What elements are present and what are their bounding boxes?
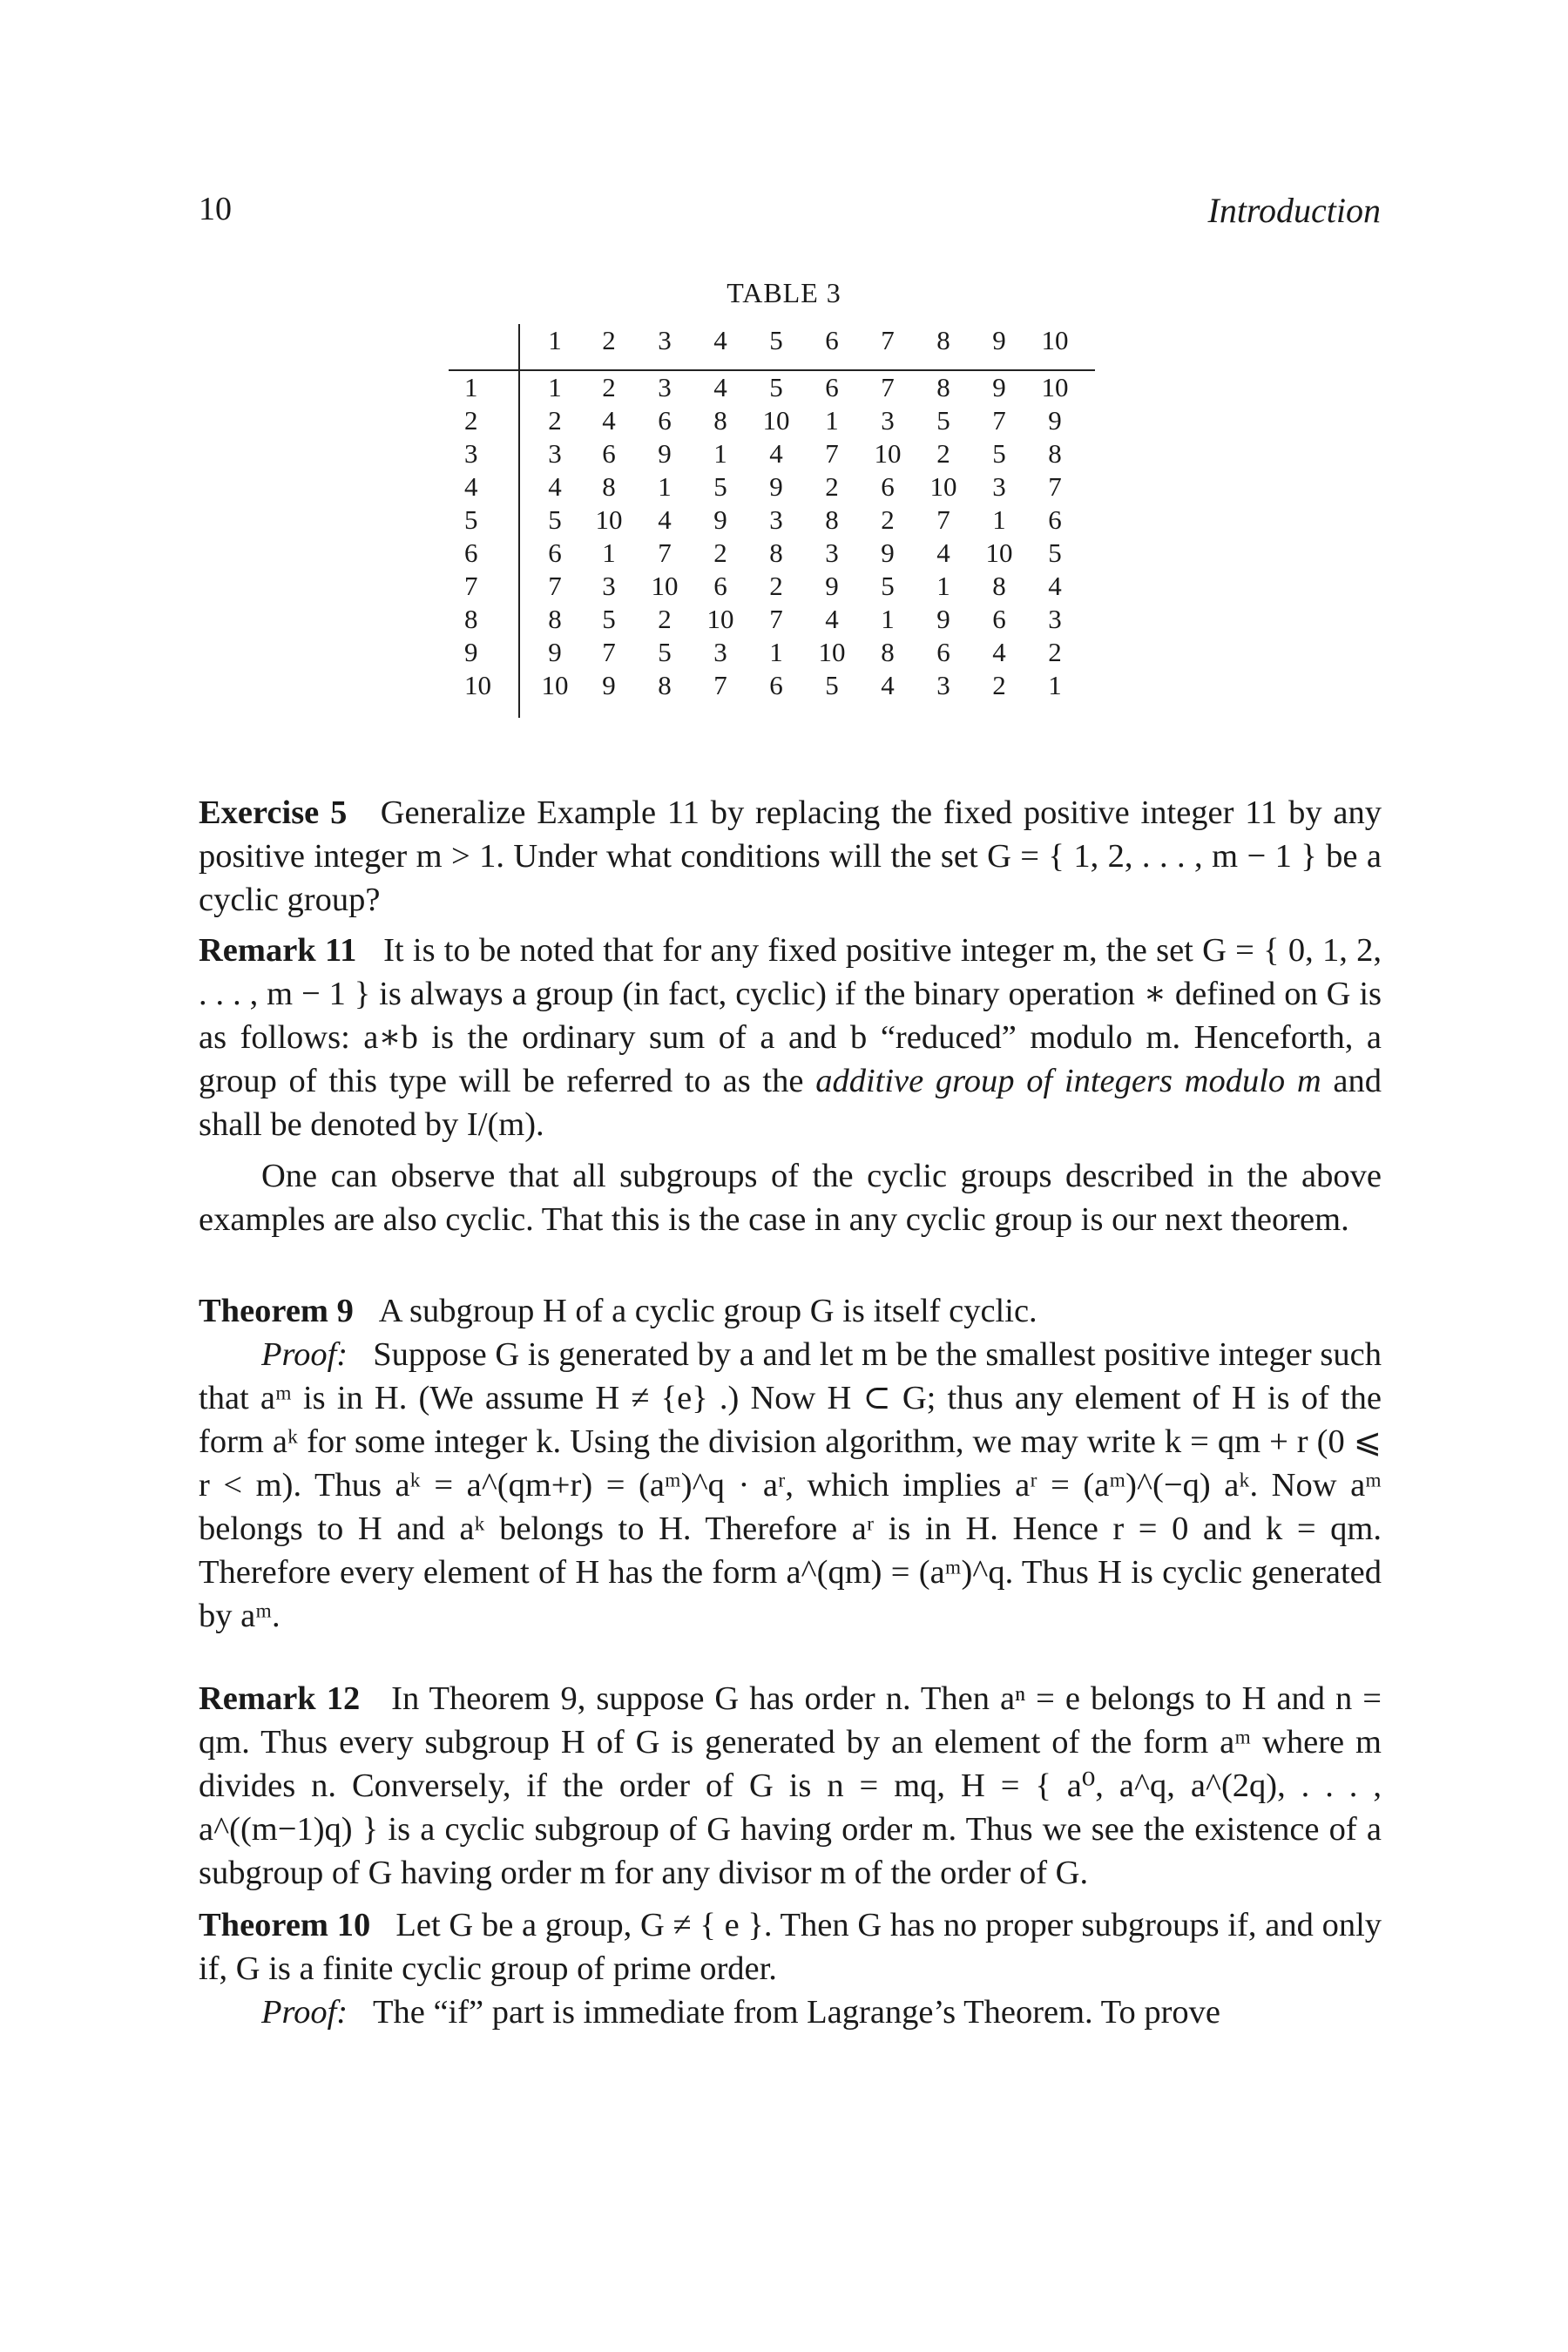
- table-cell: 9: [769, 471, 783, 502]
- table-cell: 3: [1048, 604, 1062, 634]
- table-cell: 1: [936, 571, 950, 601]
- exercise-5-text: Generalize Example 11 by replacing the fixed positive integer 11 by any positive integer m > 1. Under what conditions will the set G = { 1, 2, . . . , m − 1 } be a cyclic group?: [199, 794, 1382, 918]
- remark-11-emphasis: additive group of integers modulo m: [815, 1063, 1321, 1099]
- table-cell: 5: [713, 471, 727, 502]
- table-cell: 7: [658, 537, 672, 568]
- table-cell: 3: [992, 471, 1006, 502]
- remark-11-text-a: It is to be noted that for any fixed positive integer m, the set G = { 0, 1, 2, . . . , m − 1 } is always a group (in fact, cyclic) if the binary operation ∗ defined on G is as follows: a∗b is the ordinary sum of a and b “reduced” modulo m. Henceforth, a group of this type will be referred to as the: [199, 932, 1382, 1099]
- table-row: [449, 437, 1095, 470]
- table-cell: 4: [881, 670, 895, 700]
- table-cell: 9: [1048, 405, 1062, 436]
- table-cell: 3: [658, 372, 672, 402]
- table-cell: 2: [825, 471, 839, 502]
- table-cell: 4: [769, 438, 783, 469]
- table-row-header: 6: [464, 537, 478, 568]
- table-row-header: 2: [464, 405, 478, 436]
- table-cell: 3: [602, 571, 616, 601]
- table-cell: 5: [769, 372, 783, 402]
- table-cell: 10: [541, 670, 569, 700]
- table-cell: 3: [548, 438, 562, 469]
- table-cell: 6: [602, 438, 616, 469]
- theorem-9-proof: Suppose G is generated by a and let m be the smallest positive integer such that aᵐ is in H. (We assume H ≠ {e} .) Now H ⊂ G; thus any element of H is of the form aᵏ for some integer k. Using the division algorithm, we may write k = qm + r (0 ⩽ r < m). Thus aᵏ = a^(qm+r) = (aᵐ)^q · aʳ, which implies aʳ = (aᵐ)^(−q) aᵏ. Now aᵐ belongs to H and aᵏ belongs to H. Therefore aʳ is in H. Hence r = 0 and k = qm. Therefore every element of H has the form a^(qm) = (aᵐ)^q. Thus H is cyclic generated by aᵐ.: [199, 1336, 1382, 1634]
- table-cell: 1: [602, 537, 616, 568]
- table-row-header: 10: [464, 670, 491, 700]
- running-head: Introduction: [1207, 191, 1381, 230]
- table-cell: 5: [548, 504, 562, 535]
- theorem-10-proof: The “if” part is immediate from Lagrange’s Theorem. To prove: [372, 1994, 1220, 2031]
- table-cell: 3: [713, 637, 727, 667]
- table-row: [449, 470, 1095, 504]
- table-cell: 7: [548, 571, 562, 601]
- table-cell: 4: [658, 504, 672, 535]
- table-cell: 6: [658, 405, 672, 436]
- table-row: [449, 570, 1095, 603]
- table-cell: 4: [602, 405, 616, 436]
- table-cell: 1: [769, 637, 783, 667]
- exercise-5: [199, 791, 1382, 922]
- table-cell: 2: [602, 372, 616, 402]
- table-cell: 10: [985, 537, 1013, 568]
- table-title: TABLE 3: [727, 277, 841, 308]
- table-row-header: 8: [464, 604, 478, 634]
- table-cell: 4: [936, 537, 950, 568]
- remark-12-text: In Theorem 9, suppose G has order n. Then aⁿ = e belongs to H and n = qm. Thus every subgroup H of G is generated by an element of the form aᵐ where m divides n. Conversely, if the order of G is n = mq, H = { a⁰, a^q, a^(2q), . . . , a^((m−1)q) } is a cyclic subgroup of G having order m. Thus we see the existence of a subgroup of G having order m for any divisor m of the order of G.: [199, 1680, 1382, 1891]
- table-cell: 8: [992, 571, 1006, 601]
- table-cell: 2: [769, 571, 783, 601]
- table-cell: 4: [713, 372, 727, 402]
- table-row: [449, 603, 1095, 636]
- table-cell: 3: [936, 670, 950, 700]
- table-cell: 7: [825, 438, 839, 469]
- table-cell: 1: [825, 405, 839, 436]
- table-column-header: 1: [548, 325, 562, 355]
- table-row-header: 9: [464, 637, 478, 667]
- table-cell: 7: [1048, 471, 1062, 502]
- table-cell: 5: [992, 438, 1006, 469]
- table-cell: 2: [548, 405, 562, 436]
- table-cell: 2: [713, 537, 727, 568]
- table-cell: 6: [881, 471, 895, 502]
- table-cell: 4: [1048, 571, 1062, 601]
- table-cell: 7: [936, 504, 950, 535]
- table-cell: 10: [1041, 372, 1069, 402]
- table-column-header: 7: [881, 325, 895, 355]
- table-cell: 4: [992, 637, 1006, 667]
- table-cell: 9: [602, 670, 616, 700]
- table-cell: 2: [936, 438, 950, 469]
- table-cell: 5: [658, 637, 672, 667]
- table-cell: 6: [548, 537, 562, 568]
- table-cell: 6: [769, 670, 783, 700]
- table-row: [449, 504, 1095, 537]
- table-cell: 7: [602, 637, 616, 667]
- table-cell: 4: [548, 471, 562, 502]
- table-cell: 8: [769, 537, 783, 568]
- multiplication-table: [449, 324, 1095, 702]
- table-row: [449, 537, 1095, 570]
- table-cell: 7: [881, 372, 895, 402]
- table-cell: 9: [713, 504, 727, 535]
- table-cell: 8: [602, 471, 616, 502]
- theorem-10-label: Theorem 10: [199, 1907, 371, 1943]
- table-cell: 10: [874, 438, 902, 469]
- table-column-header: 2: [602, 325, 616, 355]
- table-cell: 9: [825, 571, 839, 601]
- remark-11-text-b: and shall be denoted by I/(m).: [199, 1063, 1382, 1143]
- table-cell: 2: [1048, 637, 1062, 667]
- table-column-header: 3: [658, 325, 672, 355]
- table-row: [449, 404, 1095, 437]
- table-cell: 7: [769, 604, 783, 634]
- table-cell: 8: [936, 372, 950, 402]
- table-cell: 7: [713, 670, 727, 700]
- table-cell: 3: [881, 405, 895, 436]
- table-cell: 10: [706, 604, 734, 634]
- table-column-header: 9: [992, 325, 1006, 355]
- table-cell: 2: [992, 670, 1006, 700]
- table-cell: 5: [1048, 537, 1062, 568]
- table-column-header: 10: [1041, 325, 1069, 355]
- table-cell: 8: [548, 604, 562, 634]
- table-row: [449, 636, 1095, 669]
- table-row-header: 3: [464, 438, 478, 469]
- theorem-10: [199, 1903, 1382, 2034]
- table-cell: 10: [762, 405, 790, 436]
- table-cell: 9: [881, 537, 895, 568]
- remark-12: [199, 1677, 1382, 1895]
- table-row-header: 4: [464, 471, 478, 502]
- table-cell: 1: [881, 604, 895, 634]
- theorem-9-proof-label: Proof:: [261, 1336, 348, 1373]
- table-cell: 8: [825, 504, 839, 535]
- table-cell: 8: [881, 637, 895, 667]
- table-column-header: 4: [713, 325, 727, 355]
- paragraph-text: One can observe that all subgroups of the cyclic groups described in the above examples are also cyclic. That this is the case in any cyclic group is our next theorem.: [199, 1158, 1382, 1238]
- exercise-5-label: Exercise 5: [199, 794, 348, 831]
- table-cell: 1: [713, 438, 727, 469]
- table-cell: 1: [658, 471, 672, 502]
- table-cell: 3: [825, 537, 839, 568]
- table-cell: 10: [595, 504, 623, 535]
- table-cell: 6: [936, 637, 950, 667]
- table-cell: 8: [1048, 438, 1062, 469]
- table-row-header: 7: [464, 571, 478, 601]
- table-cell: 8: [713, 405, 727, 436]
- page-number: 10: [199, 191, 232, 227]
- table-cell: 9: [548, 637, 562, 667]
- table-cell: 5: [825, 670, 839, 700]
- remark-11: [199, 929, 1382, 1146]
- table-row: [449, 669, 1095, 702]
- remark-12-label: Remark 12: [199, 1680, 361, 1717]
- table-cell: 2: [881, 504, 895, 535]
- table-cell: 10: [651, 571, 679, 601]
- remark-11-label: Remark 11: [199, 932, 357, 969]
- theorem-9-label: Theorem 9: [199, 1293, 354, 1329]
- table-column-header: 5: [769, 325, 783, 355]
- table-row-header: 5: [464, 504, 478, 535]
- table-cell: 6: [1048, 504, 1062, 535]
- table-row: [449, 371, 1095, 404]
- paragraph: [199, 1154, 1382, 1241]
- table-cell: 8: [658, 670, 672, 700]
- table-cell: 2: [658, 604, 672, 634]
- theorem-10-statement: Let G be a group, G ≠ { e }. Then G has no proper subgroups if, and only if, G is a finite cyclic group of prime order.: [199, 1907, 1382, 1987]
- table-column-header: 8: [936, 325, 950, 355]
- table-cell: 6: [992, 604, 1006, 634]
- table-row-header: 1: [464, 372, 478, 402]
- table-cell: 7: [992, 405, 1006, 436]
- table-column-header: 6: [825, 325, 839, 355]
- theorem-10-proof-label: Proof:: [261, 1994, 348, 2031]
- table-cell: 5: [602, 604, 616, 634]
- table-cell: 1: [1048, 670, 1062, 700]
- table-cell: 9: [658, 438, 672, 469]
- table-cell: 6: [825, 372, 839, 402]
- table-cell: 6: [713, 571, 727, 601]
- table-header-row: [449, 324, 1095, 371]
- table-cell: 9: [936, 604, 950, 634]
- table-body: [449, 371, 1095, 702]
- table-cell: 5: [881, 571, 895, 601]
- table-cell: 10: [818, 637, 846, 667]
- table-cell: 1: [548, 372, 562, 402]
- table-cell: 4: [825, 604, 839, 634]
- table-cell: 9: [992, 372, 1006, 402]
- theorem-9: [199, 1289, 1382, 1638]
- table-cell: 5: [936, 405, 950, 436]
- table-cell: 10: [929, 471, 957, 502]
- theorem-9-statement: A subgroup H of a cyclic group G is itself cyclic.: [378, 1293, 1037, 1329]
- table-cell: 1: [992, 504, 1006, 535]
- table-cell: 3: [769, 504, 783, 535]
